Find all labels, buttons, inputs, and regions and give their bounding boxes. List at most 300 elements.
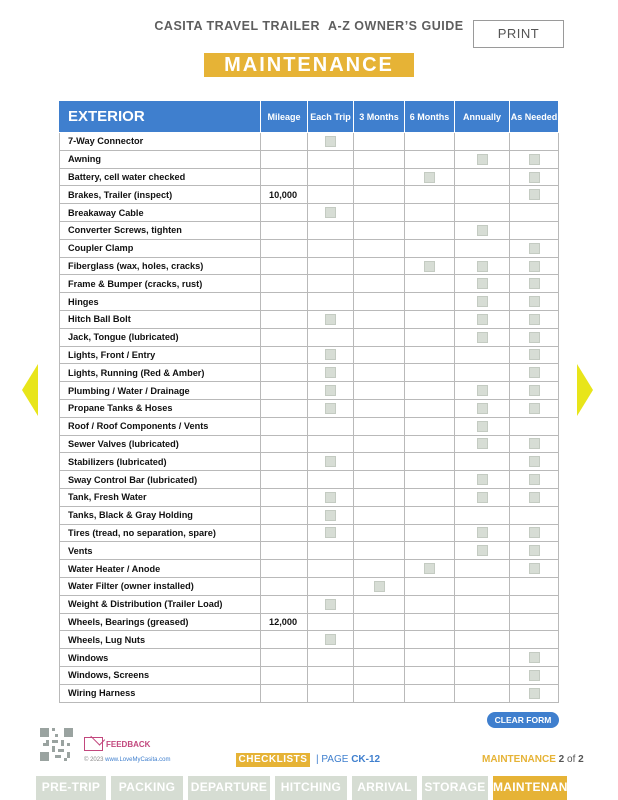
checkbox[interactable] bbox=[325, 314, 336, 325]
checkbox[interactable] bbox=[424, 261, 435, 272]
cell-annually bbox=[455, 471, 510, 489]
cell-6-months bbox=[405, 488, 455, 506]
cell-3-months bbox=[354, 488, 405, 506]
cell-as-needed bbox=[510, 488, 559, 506]
table-row bbox=[60, 257, 559, 275]
table-header-row bbox=[60, 101, 559, 133]
cell-annually bbox=[455, 186, 510, 204]
row-item-label: Stabilizers (lubricated) bbox=[60, 453, 261, 471]
cell-annually bbox=[455, 631, 510, 649]
row-item-label: Battery, cell water checked bbox=[60, 168, 261, 186]
cell-3-months bbox=[354, 542, 405, 560]
cell-annually bbox=[455, 257, 510, 275]
cell-annually bbox=[455, 435, 510, 453]
row-item-label: Water Heater / Anode bbox=[60, 560, 261, 578]
cell-each-trip bbox=[308, 649, 354, 667]
row-item-label: Frame & Bumper (cracks, rust) bbox=[60, 275, 261, 293]
row-item-label: Tanks, Black & Gray Holding bbox=[60, 506, 261, 524]
checkbox[interactable] bbox=[529, 670, 540, 681]
cell-3-months bbox=[354, 133, 405, 151]
cell-3-months bbox=[354, 239, 405, 257]
cell-annually bbox=[455, 275, 510, 293]
cell-as-needed bbox=[510, 577, 559, 595]
cell-each-trip bbox=[308, 168, 354, 186]
row-mileage bbox=[261, 364, 308, 382]
checkbox[interactable] bbox=[529, 492, 540, 503]
maintenance-table bbox=[59, 100, 559, 703]
cell-each-trip bbox=[308, 257, 354, 275]
checklists-link[interactable]: CHECKLISTS bbox=[236, 753, 310, 767]
cell-6-months bbox=[405, 382, 455, 400]
table-row bbox=[60, 453, 559, 471]
checkbox[interactable] bbox=[325, 136, 336, 147]
row-item-label: Vents bbox=[60, 542, 261, 560]
cell-3-months bbox=[354, 524, 405, 542]
cell-3-months bbox=[354, 221, 405, 239]
cell-3-months bbox=[354, 204, 405, 222]
cell-each-trip bbox=[308, 453, 354, 471]
cell-as-needed bbox=[510, 133, 559, 151]
pager-section-name: MAINTENANCE bbox=[482, 754, 556, 765]
cell-as-needed bbox=[510, 186, 559, 204]
column-header-6-months: 6 Months bbox=[405, 101, 455, 133]
cell-6-months bbox=[405, 417, 455, 435]
row-item-label: Weight & Distribution (Trailer Load) bbox=[60, 595, 261, 613]
page-reference bbox=[316, 753, 380, 767]
row-mileage bbox=[261, 577, 308, 595]
cell-annually bbox=[455, 221, 510, 239]
cell-6-months bbox=[405, 257, 455, 275]
row-item-label: Sewer Valves (lubricated) bbox=[60, 435, 261, 453]
row-item-label: Sway Control Bar (lubricated) bbox=[60, 471, 261, 489]
cell-3-months bbox=[354, 649, 405, 667]
cell-as-needed bbox=[510, 275, 559, 293]
checkbox[interactable] bbox=[529, 545, 540, 556]
row-item-label: Coupler Clamp bbox=[60, 239, 261, 257]
page-prefix: | PAGE bbox=[316, 754, 349, 765]
cell-6-months bbox=[405, 649, 455, 667]
cell-each-trip bbox=[308, 577, 354, 595]
cell-annually bbox=[455, 524, 510, 542]
checkbox[interactable] bbox=[529, 688, 540, 699]
row-mileage bbox=[261, 133, 308, 151]
cell-6-months bbox=[405, 399, 455, 417]
row-item-label: Water Filter (owner installed) bbox=[60, 577, 261, 595]
cell-each-trip bbox=[308, 204, 354, 222]
cell-each-trip bbox=[308, 399, 354, 417]
cell-annually bbox=[455, 364, 510, 382]
cell-3-months bbox=[354, 684, 405, 702]
row-mileage bbox=[261, 293, 308, 311]
cell-6-months bbox=[405, 133, 455, 151]
row-item-label: Plumbing / Water / Drainage bbox=[60, 382, 261, 400]
cell-3-months bbox=[354, 310, 405, 328]
cell-annually bbox=[455, 293, 510, 311]
row-mileage bbox=[261, 453, 308, 471]
checkbox[interactable] bbox=[529, 474, 540, 485]
cell-3-months bbox=[354, 666, 405, 684]
row-mileage bbox=[261, 257, 308, 275]
checkbox[interactable] bbox=[477, 314, 488, 325]
row-item-label: Brakes, Trailer (inspect) bbox=[60, 186, 261, 204]
cell-annually bbox=[455, 417, 510, 435]
cell-6-months bbox=[405, 524, 455, 542]
row-mileage bbox=[261, 239, 308, 257]
cell-each-trip bbox=[308, 417, 354, 435]
cell-6-months bbox=[405, 542, 455, 560]
checkbox[interactable] bbox=[529, 332, 540, 343]
cell-each-trip bbox=[308, 631, 354, 649]
row-mileage bbox=[261, 595, 308, 613]
checkbox[interactable] bbox=[529, 189, 540, 200]
cell-as-needed bbox=[510, 560, 559, 578]
table-row bbox=[60, 364, 559, 382]
cell-as-needed bbox=[510, 613, 559, 631]
cell-annually bbox=[455, 310, 510, 328]
checkbox[interactable] bbox=[477, 225, 488, 236]
pager-total: 2 bbox=[578, 754, 584, 765]
cell-annually bbox=[455, 542, 510, 560]
cell-each-trip bbox=[308, 471, 354, 489]
feedback-link[interactable]: FEEDBACK bbox=[106, 740, 151, 749]
cell-3-months bbox=[354, 417, 405, 435]
checkbox[interactable] bbox=[529, 527, 540, 538]
cell-6-months bbox=[405, 364, 455, 382]
row-item-label: Awning bbox=[60, 150, 261, 168]
cell-each-trip bbox=[308, 542, 354, 560]
checkbox[interactable] bbox=[374, 581, 385, 592]
cell-annually bbox=[455, 382, 510, 400]
cell-each-trip bbox=[308, 435, 354, 453]
tab-hitching[interactable]: HITCHING bbox=[275, 776, 347, 800]
checkbox[interactable] bbox=[477, 278, 488, 289]
cell-as-needed bbox=[510, 204, 559, 222]
checkbox[interactable] bbox=[325, 510, 336, 521]
table-row bbox=[60, 649, 559, 667]
tab-maintenance[interactable]: MAINTENANCE bbox=[493, 776, 567, 800]
cell-6-months bbox=[405, 666, 455, 684]
checkbox[interactable] bbox=[325, 385, 336, 396]
checkbox[interactable] bbox=[477, 474, 488, 485]
checkbox[interactable] bbox=[477, 261, 488, 272]
cell-annually bbox=[455, 560, 510, 578]
row-item-label: Hinges bbox=[60, 293, 261, 311]
row-item-label: Breakaway Cable bbox=[60, 204, 261, 222]
row-mileage bbox=[261, 666, 308, 684]
column-header-as-needed: As Needed bbox=[510, 101, 559, 133]
column-header-3-months: 3 Months bbox=[354, 101, 405, 133]
table-row bbox=[60, 613, 559, 631]
qr-code-icon bbox=[40, 728, 73, 761]
checkbox[interactable] bbox=[529, 243, 540, 254]
cell-6-months bbox=[405, 631, 455, 649]
row-mileage bbox=[261, 204, 308, 222]
cell-each-trip bbox=[308, 666, 354, 684]
table-row bbox=[60, 186, 559, 204]
cell-annually bbox=[455, 613, 510, 631]
checkbox[interactable] bbox=[424, 172, 435, 183]
prev-page-arrow-icon[interactable] bbox=[22, 364, 38, 416]
table-row bbox=[60, 524, 559, 542]
cell-each-trip bbox=[308, 524, 354, 542]
cell-as-needed bbox=[510, 649, 559, 667]
row-mileage bbox=[261, 310, 308, 328]
cell-annually bbox=[455, 133, 510, 151]
row-item-label: 7-Way Connector bbox=[60, 133, 261, 151]
cell-6-months bbox=[405, 453, 455, 471]
cell-6-months bbox=[405, 168, 455, 186]
cell-6-months bbox=[405, 506, 455, 524]
row-item-label: Converter Screws, tighten bbox=[60, 221, 261, 239]
checkbox[interactable] bbox=[477, 527, 488, 538]
cell-3-months bbox=[354, 275, 405, 293]
tab-packing[interactable]: PACKING bbox=[111, 776, 183, 800]
cell-6-months bbox=[405, 221, 455, 239]
cell-6-months bbox=[405, 471, 455, 489]
table-row bbox=[60, 577, 559, 595]
tab-pre-trip[interactable]: PRE-TRIP bbox=[36, 776, 106, 800]
cell-6-months bbox=[405, 186, 455, 204]
row-mileage bbox=[261, 382, 308, 400]
row-mileage bbox=[261, 221, 308, 239]
cell-annually bbox=[455, 506, 510, 524]
cell-as-needed bbox=[510, 595, 559, 613]
cell-as-needed bbox=[510, 417, 559, 435]
table-row bbox=[60, 399, 559, 417]
cell-each-trip bbox=[308, 275, 354, 293]
cell-3-months bbox=[354, 382, 405, 400]
checkbox[interactable] bbox=[325, 527, 336, 538]
checkbox[interactable] bbox=[477, 154, 488, 165]
table-row bbox=[60, 666, 559, 684]
pager-current: 2 bbox=[558, 754, 565, 765]
table-row bbox=[60, 631, 559, 649]
cell-annually bbox=[455, 453, 510, 471]
cell-as-needed bbox=[510, 257, 559, 275]
checkbox[interactable] bbox=[325, 492, 336, 503]
table-row bbox=[60, 382, 559, 400]
table-row bbox=[60, 328, 559, 346]
table-row bbox=[60, 133, 559, 151]
cell-as-needed bbox=[510, 666, 559, 684]
cell-annually bbox=[455, 150, 510, 168]
section-title: MAINTENANCE bbox=[204, 53, 414, 77]
cell-3-months bbox=[354, 560, 405, 578]
row-item-label: Roof / Roof Components / Vents bbox=[60, 417, 261, 435]
table-row bbox=[60, 435, 559, 453]
tab-departure[interactable]: DEPARTURE bbox=[188, 776, 270, 800]
cell-as-needed bbox=[510, 328, 559, 346]
row-mileage bbox=[261, 488, 308, 506]
table-row bbox=[60, 417, 559, 435]
row-mileage bbox=[261, 186, 308, 204]
cell-each-trip bbox=[308, 239, 354, 257]
checkbox[interactable] bbox=[529, 314, 540, 325]
table-row bbox=[60, 221, 559, 239]
cell-annually bbox=[455, 328, 510, 346]
cell-6-months bbox=[405, 346, 455, 364]
row-mileage bbox=[261, 524, 308, 542]
guide-title-subtitle: A-Z OWNER’S GUIDE bbox=[328, 19, 464, 33]
pager-of: of bbox=[567, 754, 576, 765]
checkbox[interactable] bbox=[325, 349, 336, 360]
row-item-label: Tires (tread, no separation, spare) bbox=[60, 524, 261, 542]
cell-3-months bbox=[354, 631, 405, 649]
cell-3-months bbox=[354, 453, 405, 471]
print-button[interactable]: PRINT bbox=[473, 20, 564, 48]
cell-annually bbox=[455, 399, 510, 417]
checkbox[interactable] bbox=[529, 652, 540, 663]
checkbox[interactable] bbox=[477, 403, 488, 414]
checkbox[interactable] bbox=[529, 438, 540, 449]
checkbox[interactable] bbox=[529, 563, 540, 574]
row-item-label: Hitch Ball Bolt bbox=[60, 310, 261, 328]
cell-each-trip bbox=[308, 506, 354, 524]
checkbox[interactable] bbox=[529, 278, 540, 289]
tab-arrival[interactable]: ARRIVAL bbox=[352, 776, 417, 800]
checkbox[interactable] bbox=[325, 367, 336, 378]
row-item-label: Lights, Front / Entry bbox=[60, 346, 261, 364]
cell-3-months bbox=[354, 399, 405, 417]
cell-3-months bbox=[354, 186, 405, 204]
cell-each-trip bbox=[308, 382, 354, 400]
cell-each-trip bbox=[308, 364, 354, 382]
checkbox[interactable] bbox=[529, 172, 540, 183]
checkbox[interactable] bbox=[477, 492, 488, 503]
checkbox[interactable] bbox=[477, 385, 488, 396]
clear-form-button[interactable]: CLEAR FORM bbox=[487, 712, 559, 728]
cell-3-months bbox=[354, 257, 405, 275]
checkbox[interactable] bbox=[477, 421, 488, 432]
cell-as-needed bbox=[510, 239, 559, 257]
column-header-annually: Annually bbox=[455, 101, 510, 133]
checkbox[interactable] bbox=[325, 403, 336, 414]
cell-annually bbox=[455, 649, 510, 667]
row-mileage bbox=[261, 471, 308, 489]
row-mileage bbox=[261, 560, 308, 578]
cell-3-months bbox=[354, 328, 405, 346]
row-mileage bbox=[261, 506, 308, 524]
checkbox[interactable] bbox=[529, 154, 540, 165]
table-row bbox=[60, 595, 559, 613]
checkbox[interactable] bbox=[529, 385, 540, 396]
cell-6-months bbox=[405, 275, 455, 293]
checkbox[interactable] bbox=[477, 296, 488, 307]
row-mileage bbox=[261, 275, 308, 293]
table-row bbox=[60, 275, 559, 293]
table-row bbox=[60, 310, 559, 328]
row-mileage bbox=[261, 542, 308, 560]
checkbox[interactable] bbox=[325, 456, 336, 467]
cell-6-months bbox=[405, 595, 455, 613]
cell-annually bbox=[455, 684, 510, 702]
table-row bbox=[60, 488, 559, 506]
cell-as-needed bbox=[510, 631, 559, 649]
row-mileage bbox=[261, 399, 308, 417]
cell-6-months bbox=[405, 150, 455, 168]
cell-each-trip bbox=[308, 310, 354, 328]
checkbox[interactable] bbox=[529, 367, 540, 378]
table-row bbox=[60, 204, 559, 222]
row-item-label: Wiring Harness bbox=[60, 684, 261, 702]
cell-3-months bbox=[354, 364, 405, 382]
row-item-label: Wheels, Bearings (greased) bbox=[60, 613, 261, 631]
checkbox[interactable] bbox=[325, 207, 336, 218]
row-mileage bbox=[261, 150, 308, 168]
checkbox[interactable] bbox=[325, 634, 336, 645]
checkbox[interactable] bbox=[529, 349, 540, 360]
cell-annually bbox=[455, 346, 510, 364]
cell-each-trip bbox=[308, 186, 354, 204]
cell-3-months bbox=[354, 346, 405, 364]
cell-3-months bbox=[354, 293, 405, 311]
cell-6-months bbox=[405, 328, 455, 346]
cell-each-trip bbox=[308, 488, 354, 506]
cell-6-months bbox=[405, 560, 455, 578]
cell-each-trip bbox=[308, 613, 354, 631]
checkbox[interactable] bbox=[529, 261, 540, 272]
tab-storage[interactable]: STORAGE bbox=[422, 776, 488, 800]
table-row bbox=[60, 239, 559, 257]
cell-as-needed bbox=[510, 310, 559, 328]
mileage-value: 12,000 bbox=[269, 616, 298, 627]
cell-as-needed bbox=[510, 399, 559, 417]
cell-3-months bbox=[354, 150, 405, 168]
cell-each-trip bbox=[308, 560, 354, 578]
column-header-exterior: EXTERIOR bbox=[60, 101, 261, 133]
row-mileage bbox=[261, 168, 308, 186]
row-mileage bbox=[261, 328, 308, 346]
cell-as-needed bbox=[510, 221, 559, 239]
feedback-mail-icon[interactable] bbox=[84, 737, 103, 751]
table-row bbox=[60, 293, 559, 311]
cell-6-months bbox=[405, 684, 455, 702]
cell-annually bbox=[455, 577, 510, 595]
row-item-label: Wheels, Lug Nuts bbox=[60, 631, 261, 649]
cell-annually bbox=[455, 204, 510, 222]
checkbox[interactable] bbox=[424, 563, 435, 574]
cell-each-trip bbox=[308, 346, 354, 364]
cell-annually bbox=[455, 666, 510, 684]
website-link[interactable]: www.LoveMyCasita.com bbox=[105, 757, 171, 763]
row-item-label: Propane Tanks & Hoses bbox=[60, 399, 261, 417]
checkbox[interactable] bbox=[529, 456, 540, 467]
checkbox[interactable] bbox=[477, 438, 488, 449]
cell-annually bbox=[455, 488, 510, 506]
row-item-label: Windows, Screens bbox=[60, 666, 261, 684]
cell-6-months bbox=[405, 435, 455, 453]
cell-3-months bbox=[354, 168, 405, 186]
column-header-each-trip: Each Trip bbox=[308, 101, 354, 133]
page-code: CK-12 bbox=[351, 754, 381, 765]
cell-6-months bbox=[405, 204, 455, 222]
checkbox[interactable] bbox=[529, 296, 540, 307]
checkbox[interactable] bbox=[325, 599, 336, 610]
checkbox[interactable] bbox=[477, 545, 488, 556]
checkbox[interactable] bbox=[529, 403, 540, 414]
checkbox[interactable] bbox=[477, 332, 488, 343]
section-pager bbox=[482, 753, 584, 767]
cell-6-months bbox=[405, 293, 455, 311]
next-page-arrow-icon[interactable] bbox=[577, 364, 593, 416]
row-mileage bbox=[261, 684, 308, 702]
cell-3-months bbox=[354, 613, 405, 631]
cell-as-needed bbox=[510, 168, 559, 186]
cell-3-months bbox=[354, 595, 405, 613]
cell-6-months bbox=[405, 239, 455, 257]
table-row bbox=[60, 471, 559, 489]
cell-each-trip bbox=[308, 293, 354, 311]
